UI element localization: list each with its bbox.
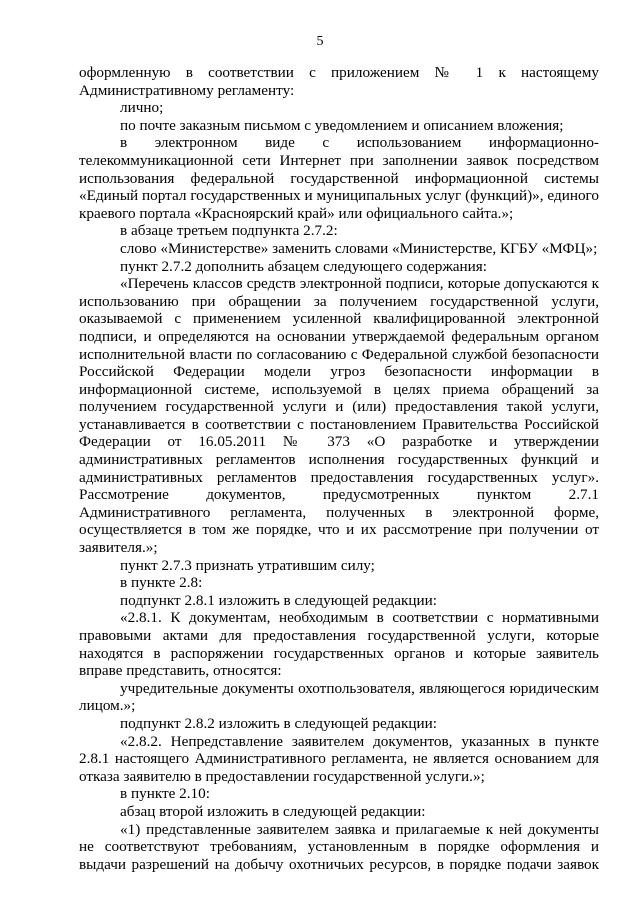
paragraph: лично; <box>120 99 164 117</box>
paragraph: пункт 2.7.3 признать утратившим силу; <box>120 556 375 574</box>
document-body <box>79 64 599 873</box>
paragraph: учредительные документы охотпользователя, являющегося юридическим лицом.»; <box>79 679 599 715</box>
paragraph: «2.8.1. К документам, необходимым в соответствии с нормативными правовыми актами для предоставления государственной услуги, которые находятся в распоряжении государственных органов и которые заявитель вправе представить, относятся: <box>79 609 599 680</box>
paragraph: абзац второй изложить в следующей редакции: <box>120 802 426 820</box>
paragraph: по почте заказным письмом с уведомлением и описанием вложения; <box>120 116 564 134</box>
paragraph: в пункте 2.8: <box>120 574 203 592</box>
paragraph: в электронном виде с использованием информационно-телекоммуникационной сети Интернет при заполнении заявок посредством использования федеральной государственной информационной системы «Единый портал государственных и муниципальных услуг (функций)», единого краевого портала «Красноярский край» или официального сайта.»; <box>79 134 599 222</box>
paragraph: «1) представленные заявителем заявка и прилагаемые к ней документы не соответствуют требованиям, установленным в порядке оформления и выдачи разрешений на добычу охотничьих ресурсов, в порядке подачи заявок <box>79 820 599 873</box>
paragraph: в абзаце третьем подпункта 2.7.2: <box>120 222 338 240</box>
paragraph: оформленную в соответствии с приложением № 1 к настоящему Административному регламенту: <box>79 64 599 99</box>
paragraph: пункт 2.7.2 дополнить абзацем следующего содержания: <box>120 257 488 275</box>
paragraph: слово «Министерстве» заменить словами «Министерстве, КГБУ «МФЦ»; <box>120 239 598 257</box>
paragraph: подпункт 2.8.2 изложить в следующей редакции: <box>120 714 437 732</box>
paragraph: «Перечень классов средств электронной подписи, которые допускаются к использованию при обращении за получением государственной услуги, оказываемой с применением усиленной квалифицированной электронной подписи, и определяются на основании утверждаемой федеральным органом исполнительной власти по согласованию с Федеральной службой безопасности Российской Федерации модели угроз безопасности информации в информационной системе, используемой в целях приема обращений за получением государственной услуги и (или) предоставления такой услуги, устанавливается в соответствии с постановлением Правительства Российской Федерации от 16.05.2011 № 373 «О разработке и утверждении административных регламентов исполнения государственных функций и административных регламентов предоставления государственных услуг». Рассмотрение документов, предусмотренных пунктом 2.7.1 Административного регламента, полученных в электронной форме, осуществляется в том же порядке, что и их рассмотрение при получении от заявителя.»; <box>79 275 599 557</box>
paragraph: в пункте 2.10: <box>120 785 210 803</box>
paragraph: подпункт 2.8.1 изложить в следующей редакции: <box>120 591 437 609</box>
page-number: 5 <box>316 34 324 49</box>
paragraph: «2.8.2. Непредставление заявителем документов, указанных в пункте 2.8.1 настоящего Административного регламента, не является основанием для отказа заявителю в предоставлении государственной услуги.»; <box>79 732 599 785</box>
